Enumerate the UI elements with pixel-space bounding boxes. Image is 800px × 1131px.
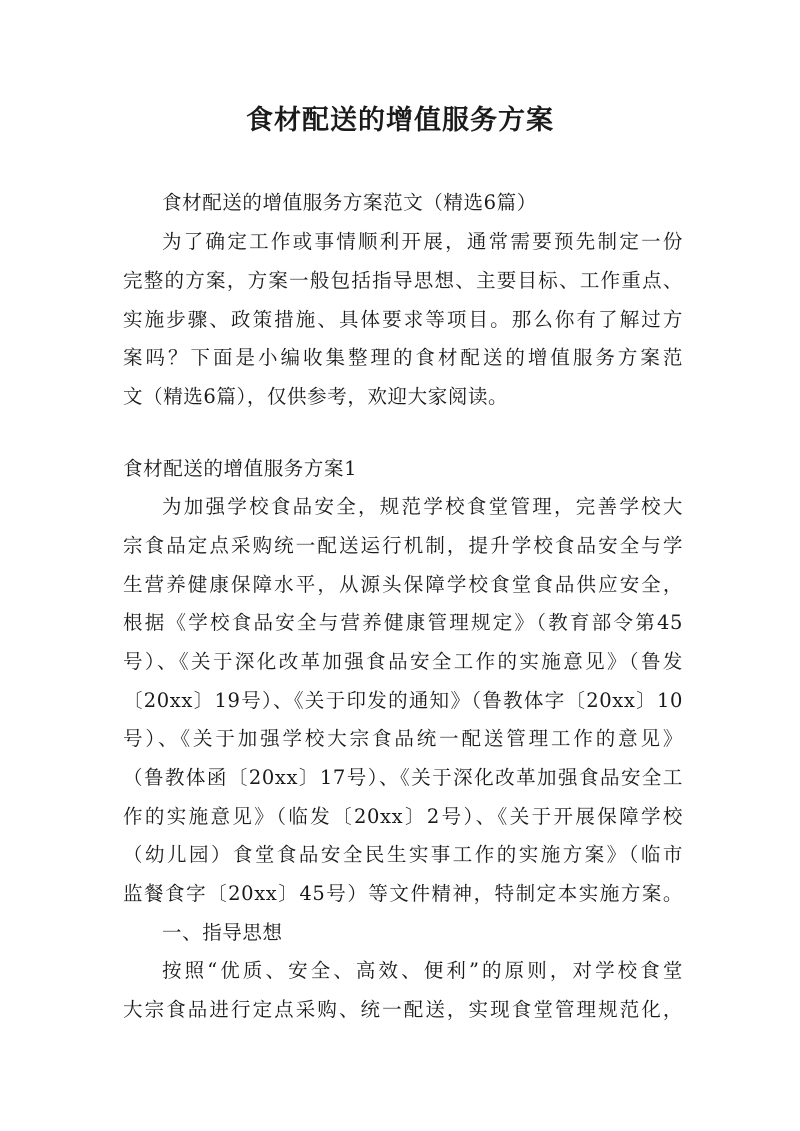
section-title: 食材配送的增值服务方案1 — [123, 457, 358, 480]
document-title: 食材配送的增值服务方案 — [246, 105, 554, 136]
body-line: 根据《学校食品安全与营养健康管理规定》（教育部令第45 — [123, 611, 683, 634]
body-line: 生营养健康保障水平，从源头保障学校食堂食品供应安全， — [123, 573, 683, 596]
body-line: 作的实施意见》（临发〔20xx〕2号）、《关于开展保障学校 — [123, 805, 683, 828]
body-line: 号）、《关于加强学校大宗食品统一配送管理工作的意见》 — [123, 727, 683, 750]
intro-line: 案吗？下面是小编收集整理的食材配送的增值服务方案范 — [123, 346, 683, 369]
body-line: 监餐食字〔20xx〕45号）等文件精神，特制定本实施方案。 — [123, 882, 683, 905]
intro-line: 为了确定工作或事情顺利开展，通常需要预先制定一份 — [162, 230, 683, 253]
principle-line: 大宗食品进行定点采购、统一配送，实现食堂管理规范化， — [123, 998, 683, 1021]
body-line: （鲁教体函〔20xx〕17号）、《关于深化改革加强食品安全工 — [123, 766, 683, 789]
body-line: 〔20xx〕19号）、《关于印发的通知》（鲁教体字〔20xx〕10 — [123, 689, 683, 712]
intro-line: 完整的方案，方案一般包括指导思想、主要目标、工作重点、 — [123, 269, 683, 292]
intro-line: 实施步骤、政策措施、具体要求等项目。那么你有了解过方 — [123, 308, 683, 331]
body-line: 为加强学校食品安全，规范学校食堂管理，完善学校大 — [162, 495, 683, 518]
principle-line: 按照“优质、安全、高效、便利”的原则，对学校食堂 — [162, 959, 683, 982]
subheading: 一、指导思想 — [162, 921, 283, 944]
body-line: （幼儿园）食堂食品安全民生实事工作的实施方案》（临市 — [123, 843, 683, 866]
intro-heading: 食材配送的增值服务方案范文（精选6篇） — [162, 191, 537, 214]
body-line: 宗食品定点采购统一配送运行机制，提升学校食品安全与学 — [123, 534, 683, 557]
intro-line: 文（精选6篇），仅供参考，欢迎大家阅读。 — [123, 385, 509, 408]
body-line: 号）、《关于深化改革加强食品安全工作的实施意见》（鲁发 — [123, 650, 683, 673]
